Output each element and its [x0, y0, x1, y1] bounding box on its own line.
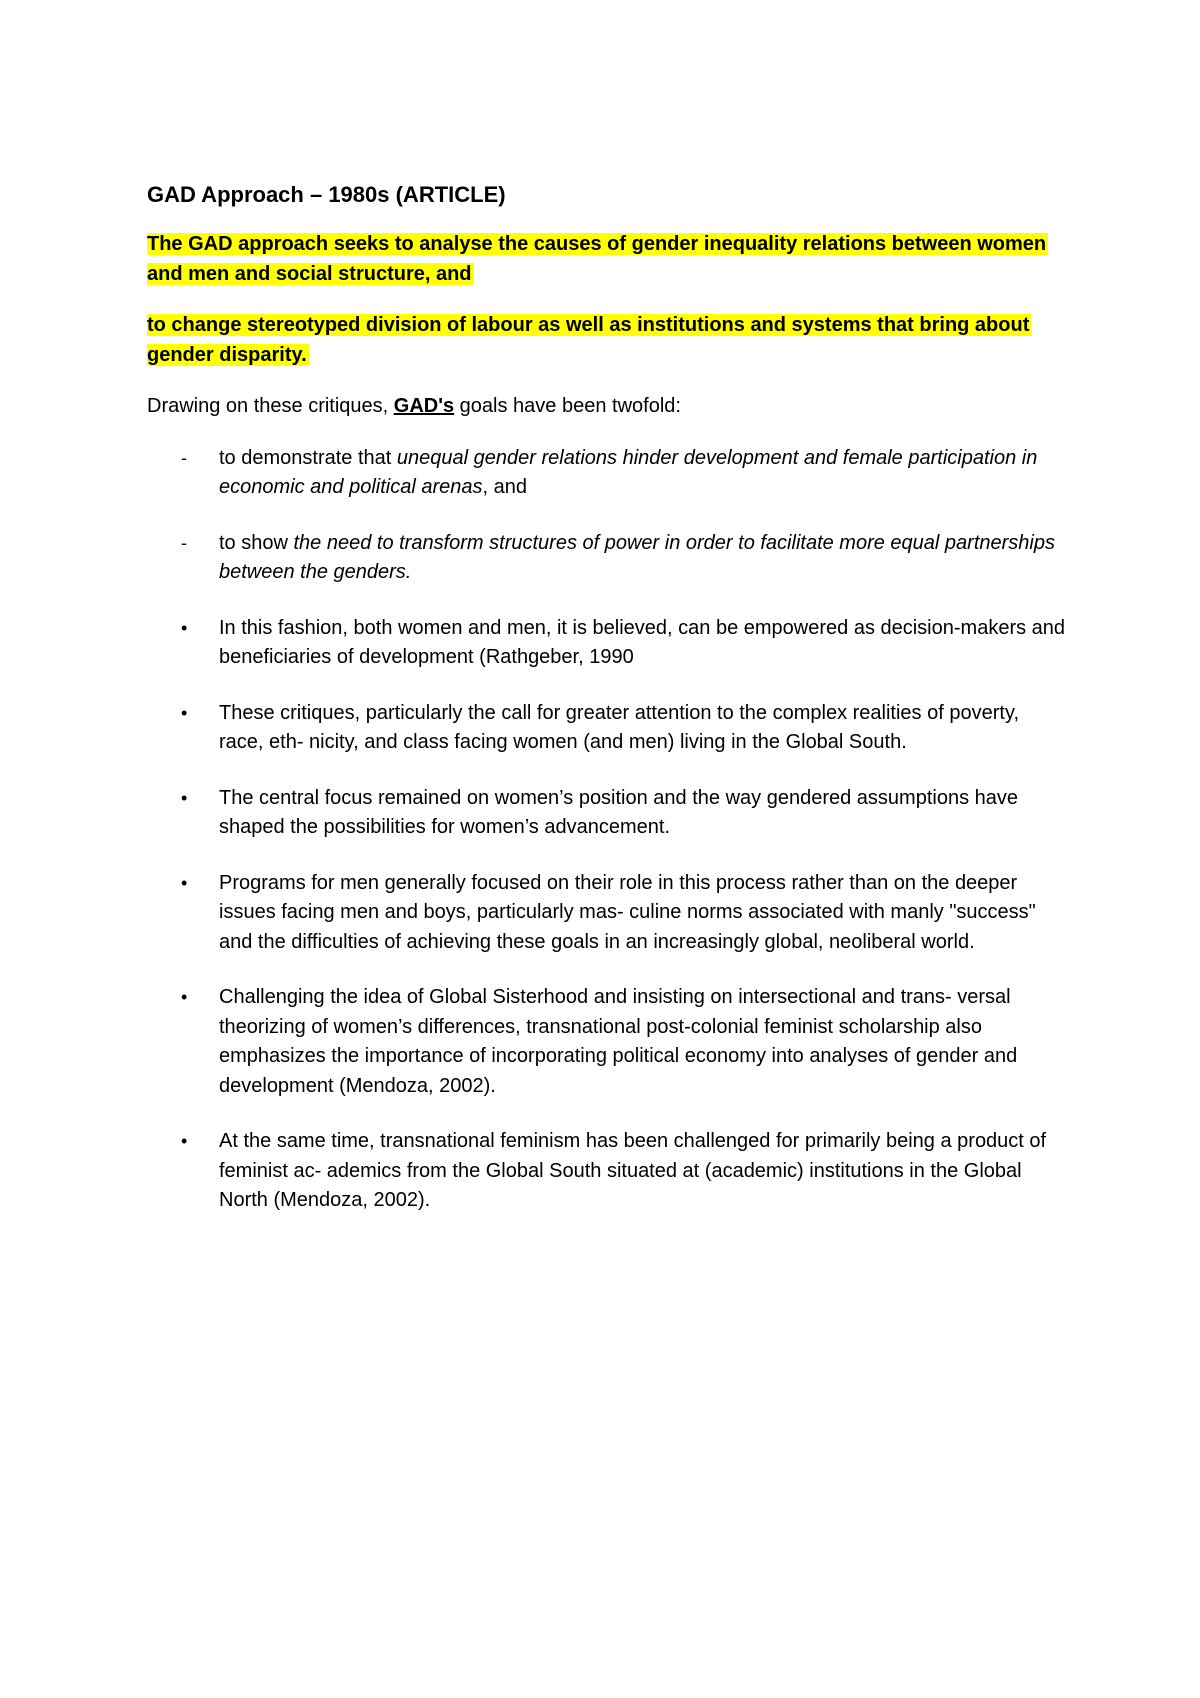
intro-underlined: GAD's [393, 395, 455, 417]
intro-before: Drawing on these critiques, [147, 395, 394, 417]
bullet-list-item [147, 784, 1067, 843]
document-title: GAD Approach – 1980s (ARTICLE) [147, 182, 506, 207]
dash-list-item [147, 444, 1067, 503]
dash-marker: - [181, 532, 187, 553]
bullet-list-item [147, 614, 1067, 673]
highlighted-paragraph-2 [147, 311, 1067, 370]
bullet-item-text: These critiques, particularly the call for greater attention to the complex realities of poverty, race, eth- nicity, and class facing women (and men) living in the Global South. [219, 701, 1020, 753]
document-body [147, 180, 1067, 1242]
bullet-item-text: Challenging the idea of Global Sisterhood and insisting on intersectional and trans- versal theorizing of women’s differences, transnational post-colonial feminist scholarship also emphasizes the importance of incorporating political economy into analyses of gender and development (Mendoza, 2002). [219, 986, 1018, 1097]
dash-item-text-italic: unequal gender relations hinder development and female participation in economic and political arenas [219, 446, 1038, 498]
dash-marker: - [181, 447, 187, 468]
bullet-marker: • [181, 1131, 188, 1151]
dash-item-text-italic: the need to transform structures of power in order to facilitate more equal partnerships between the genders. [219, 531, 1055, 583]
bullet-item-text: In this fashion, both women and men, it is believed, can be empowered as decision-makers and beneficiaries of development (Rathgeber, 1990 [219, 616, 1066, 668]
bullet-item-text: Programs for men generally focused on their role in this process rather than on the deeper issues facing men and boys, particularly mas- culine norms associated with manly "success" and the difficulties of achieving these goals in an increasingly global, neoliberal world. [219, 871, 1036, 953]
dash-list-item [147, 529, 1067, 588]
highlighted-paragraph-1 [147, 230, 1067, 289]
highlighted-text-2: to change stereotyped division of labour as well as institutions and systems that bring about gender disparity. [147, 314, 1030, 366]
bullet-list-item [147, 1127, 1067, 1216]
bullet-item-text: At the same time, transnational feminism has been challenged for primarily being a product of feminist ac- ademics from the Global South situated at (academic) institutions in the Global North (Mendoza, 2002). [219, 1130, 1047, 1211]
dash-item-text-before: to demonstrate that [219, 446, 397, 469]
bullet-item-text: The central focus remained on women’s position and the way gendered assumptions have shaped the possibilities for women’s advancement. [219, 786, 1018, 838]
intro-after: goals have been twofold: [454, 395, 681, 417]
bullet-marker: • [181, 872, 188, 893]
highlighted-text-1: The GAD approach seeks to analyse the causes of gender inequality relations between women and men and social structure, and [147, 233, 1047, 285]
bullet-marker: • [181, 987, 188, 1007]
bullet-list-item [147, 699, 1067, 758]
bullet-list-item [147, 983, 1067, 1101]
bullet-marker: • [181, 702, 188, 723]
bullet-list-item [147, 869, 1067, 958]
dash-item-text-after: , and [482, 476, 527, 498]
dash-item-text-before: to show [219, 531, 294, 554]
intro-paragraph [147, 392, 1067, 422]
bullet-marker: • [181, 787, 188, 808]
bullet-marker: • [181, 617, 188, 638]
